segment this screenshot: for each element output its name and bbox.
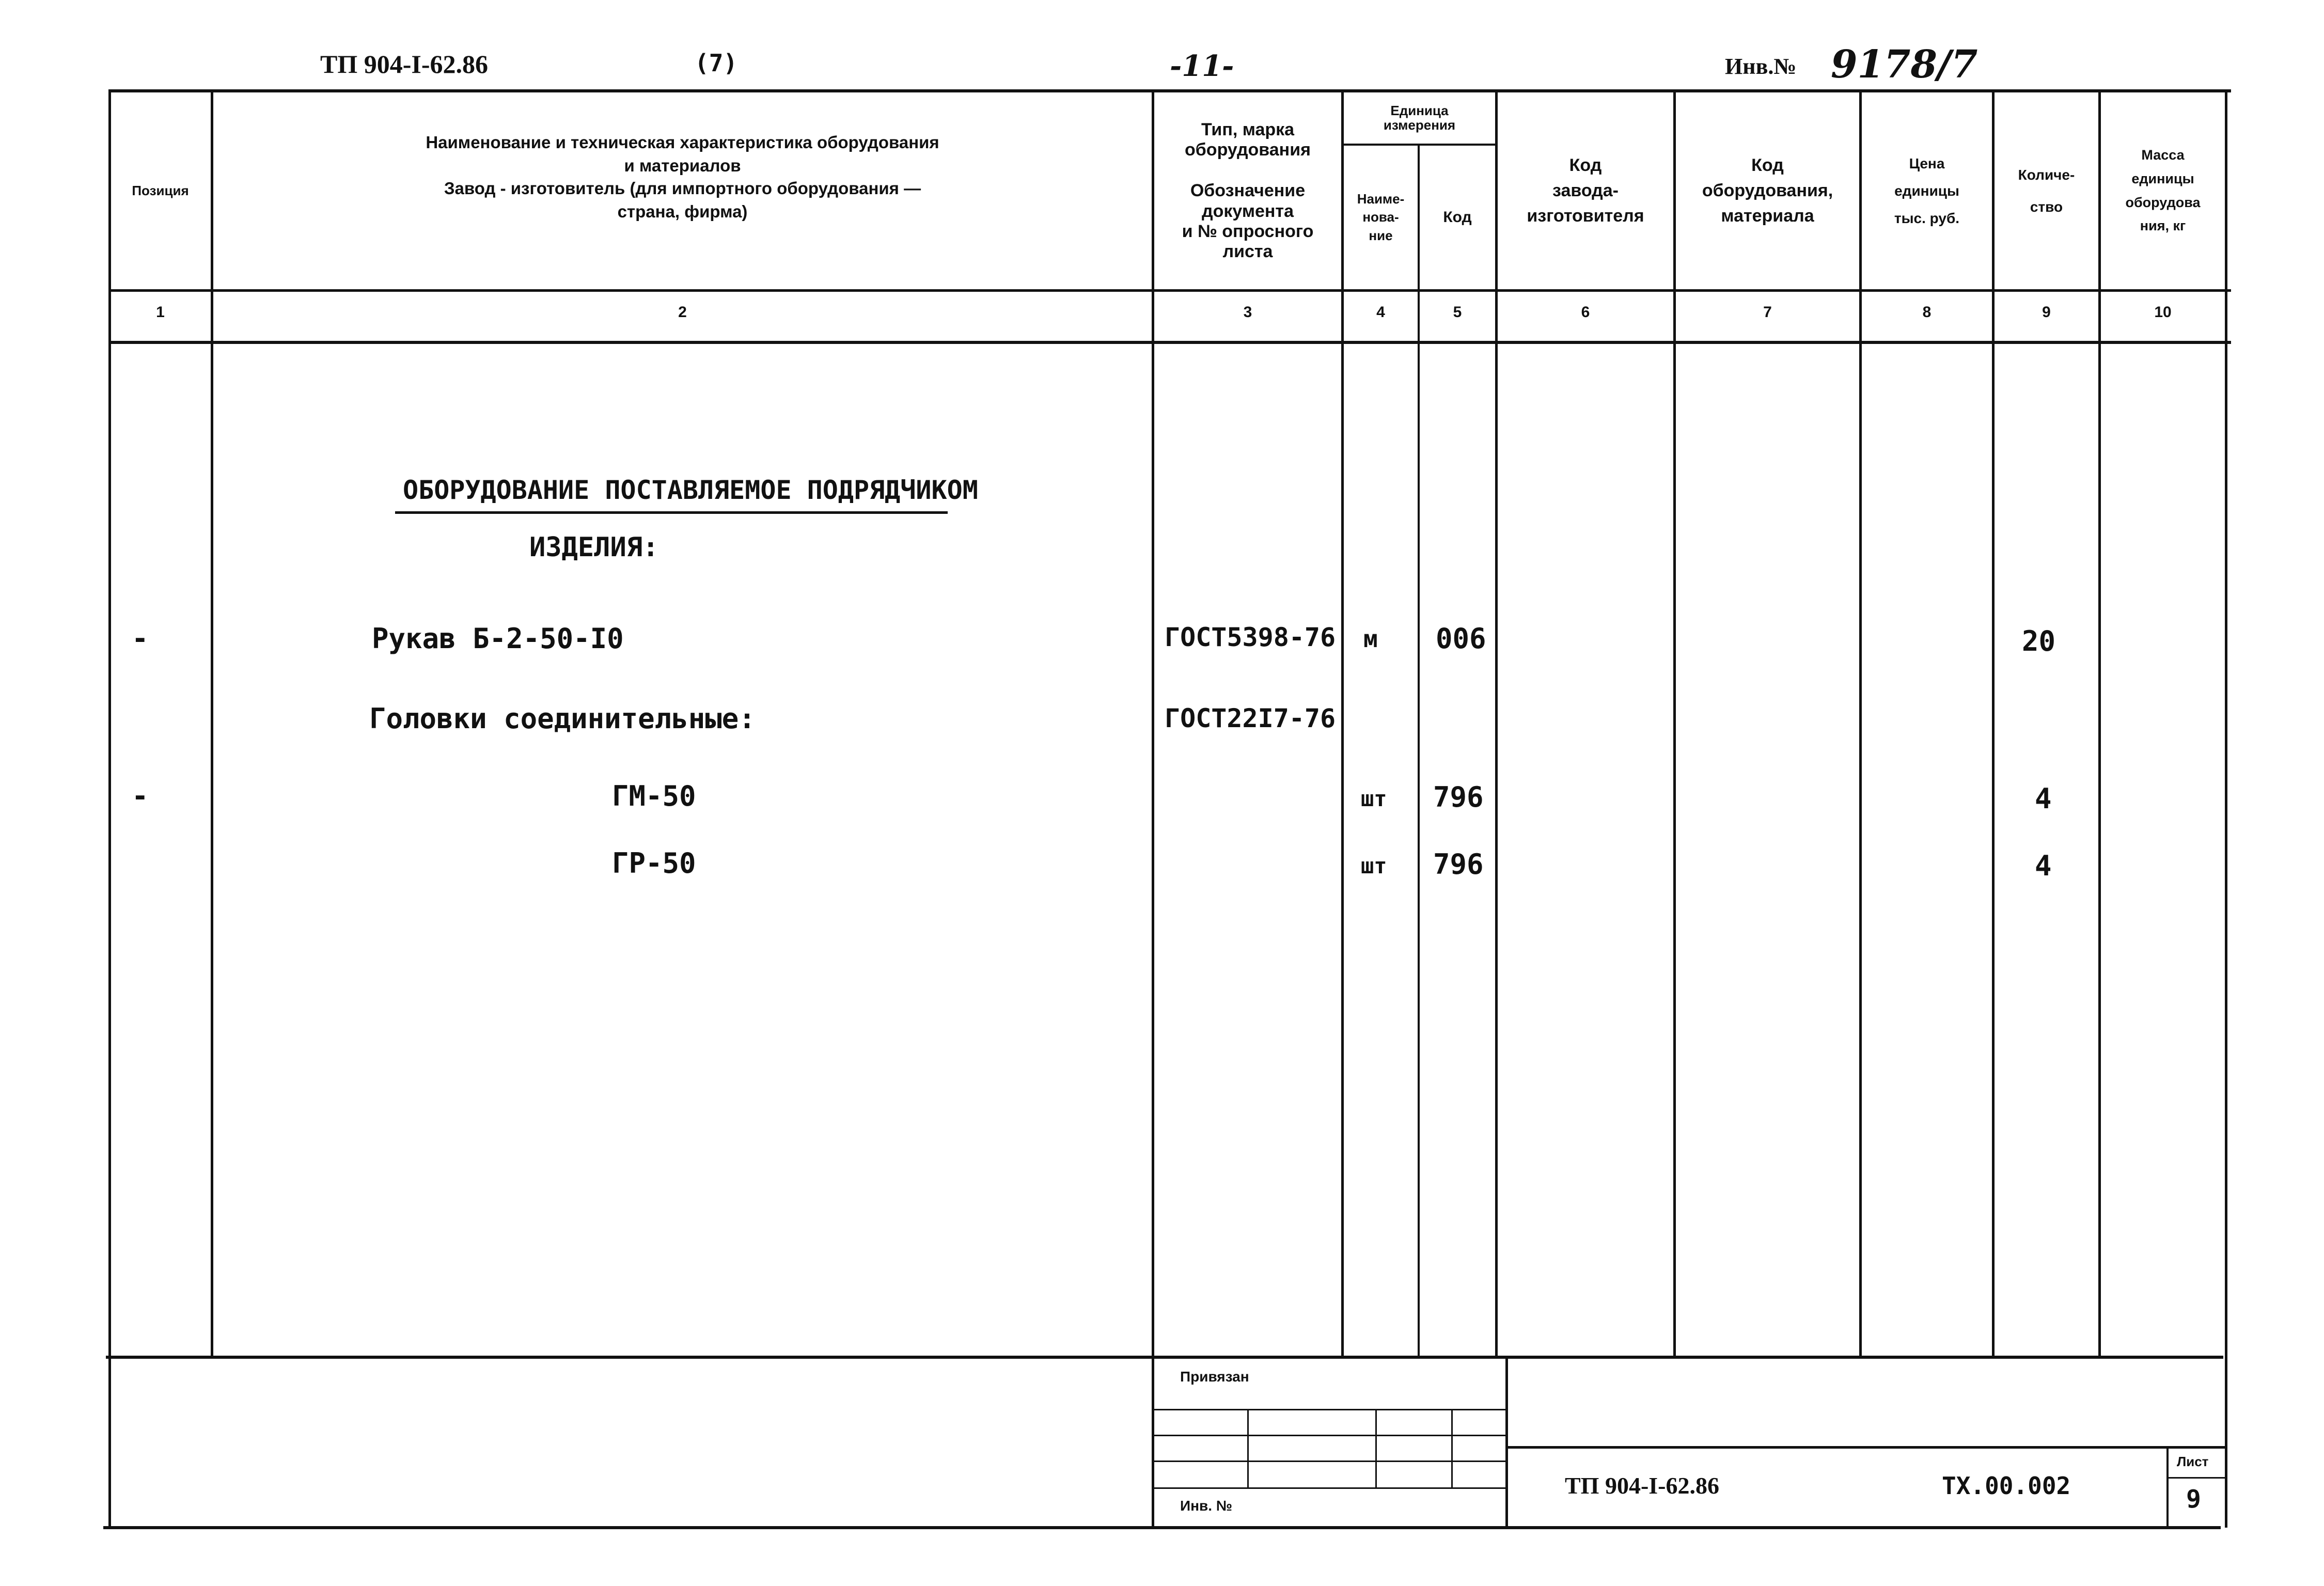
row-unit: м (1363, 625, 1378, 653)
header-unit-name: Наиме- нова- ние (1357, 191, 1405, 243)
section-title-underline (395, 511, 948, 514)
row-name: ГР-50 (612, 847, 696, 880)
colnum-5: 5 (1453, 304, 1462, 321)
header-mass: Масса единицы оборудова ния, кг (2125, 147, 2201, 234)
attached-label: Привязан (1180, 1369, 1249, 1385)
colnum-2: 2 (678, 304, 687, 321)
colnum-7: 7 (1763, 304, 1772, 321)
row-name: ГМ-50 (612, 780, 696, 812)
page-mark: -11- (1170, 49, 1234, 83)
row-unit-code: 006 (1436, 622, 1486, 655)
header-equipment-code: Код оборудования, материала (1702, 155, 1833, 226)
header-unit-code: Код (1443, 208, 1472, 226)
row-type: ГОСТ5398-76 (1165, 622, 1336, 652)
colnum-6: 6 (1581, 304, 1590, 321)
row-unit-code: 796 (1433, 848, 1484, 881)
header-unit-group: Единица измерения (1383, 103, 1456, 133)
sheet-number: 9 (2186, 1485, 2201, 1514)
colnum-3: 3 (1243, 304, 1252, 321)
stamp-doc-code: ТП 904-I-62.86 (1565, 1472, 1719, 1499)
sheet-label: Лист (2177, 1454, 2209, 1469)
stamp-inventory-label: Инв. № (1180, 1498, 1233, 1514)
row-name: Рукав Б-2-50-I0 (372, 622, 624, 655)
row-quantity: 4 (2035, 850, 2052, 882)
row-unit: шт (1361, 786, 1387, 811)
row-name: Головки соединительные: (369, 702, 756, 735)
row-unit-code: 796 (1433, 781, 1484, 813)
row-position: - (132, 780, 149, 812)
top-paren: (7) (695, 49, 738, 77)
row-position: - (132, 622, 149, 655)
colnum-4: 4 (1376, 304, 1385, 321)
row-unit: шт (1361, 853, 1387, 878)
inventory-label: Инв.№ (1725, 54, 1797, 79)
inventory-value: 9178/7 (1831, 42, 1978, 87)
header-factory-code: Код завода- изготовителя (1527, 155, 1644, 226)
row-quantity: 20 (2022, 625, 2056, 657)
header-position: Позиция (132, 182, 189, 198)
colnum-10: 10 (2154, 304, 2172, 321)
colnum-9: 9 (2042, 304, 2051, 321)
colnum-1: 1 (156, 304, 165, 321)
section-title: ОБОРУДОВАНИЕ ПОСТАВЛЯЕМОЕ ПОДРЯДЧИКОМ (403, 475, 978, 505)
header-name: Наименование и техническая характеристика оборудования и материалов Завод - изготовитель (для импортного оборудования — страна, фирма) (426, 133, 939, 221)
header-quantity: Количе- ство (2018, 166, 2075, 215)
header-type: Тип, марка оборудования Обозначение документа и № опросного листа (1182, 120, 1314, 261)
row-type: ГОСТ22I7-76 (1165, 703, 1336, 733)
colnum-8: 8 (1922, 304, 1932, 321)
row-quantity: 4 (2035, 782, 2052, 815)
stamp-drawing-code: ТХ.00.002 (1942, 1472, 2071, 1500)
section-subtitle: ИЗДЕЛИЯ: (529, 532, 659, 563)
header-price: Цена единицы тыс. руб. (1894, 155, 1960, 227)
top-doc-code: ТП 904-I-62.86 (320, 50, 488, 78)
